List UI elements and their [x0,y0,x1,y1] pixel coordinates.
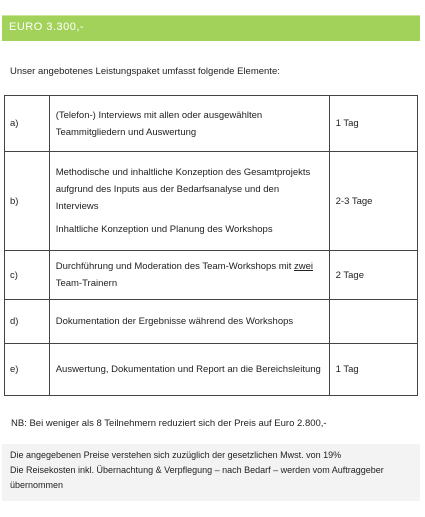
intro-text: Unser angebotenes Leistungspaket umfasst folgende Elemente: [10,66,280,77]
service-package-table [4,95,418,396]
row-description [49,96,329,152]
nb-note: NB: Bei weniger als 8 Teilnehmern reduziert sich der Preis auf Euro 2.800,- [11,418,327,429]
row-letter: c) [5,251,50,300]
table-row [5,344,418,396]
description-text: Durchführung und Moderation des Team-Workshops mit [55,261,295,272]
description-line: Methodische und inhaltliche Konzeption des Gesamtprojekts aufgrund des Inputs aus der Bedarfsanalyse und den Interviews [55,167,311,212]
table-row [5,251,418,300]
price-label: EURO 3.300,- [9,21,85,33]
table-row [5,300,418,344]
vat-note: Die angegebenen Preise verstehen sich zuzüglich der gesetzlichen Mwst. von 19% [10,450,342,460]
row-letter: d) [5,300,50,344]
description-line: Inhaltliche Konzeption und Planung des Workshops [55,224,273,235]
underlined-word: zwei [294,261,314,272]
row-letter: a) [5,96,50,152]
price-banner [2,15,420,41]
row-letter: b) [5,152,50,251]
row-description [49,152,329,251]
row-duration: 2 Tage [329,251,417,300]
description-line: Dokumentation der Ergebnisse während des Workshops [55,316,294,327]
table-row [5,152,418,251]
description-text: Team-Trainern [55,278,118,289]
row-duration [329,300,417,344]
row-description [49,251,329,300]
row-duration: 1 Tag [329,344,417,396]
description-line [56,258,323,292]
price-notes-box [2,444,420,501]
travel-cost-note: Die Reisekosten inkl. Übernachtung & Verpflegung – nach Bedarf – werden vom Auftraggeber übernommen [10,465,384,490]
row-duration: 2-3 Tage [329,152,417,251]
row-letter: e) [5,344,50,396]
row-description [49,300,329,344]
table-row [5,96,418,152]
description-line: (Telefon-) Interviews mit allen oder ausgewählten Teammitgliedern und Auswertung [55,109,263,138]
description-line: Auswertung, Dokumentation und Report an die Bereichsleitung [55,364,321,375]
row-description [49,344,329,396]
row-duration: 1 Tag [329,96,417,152]
